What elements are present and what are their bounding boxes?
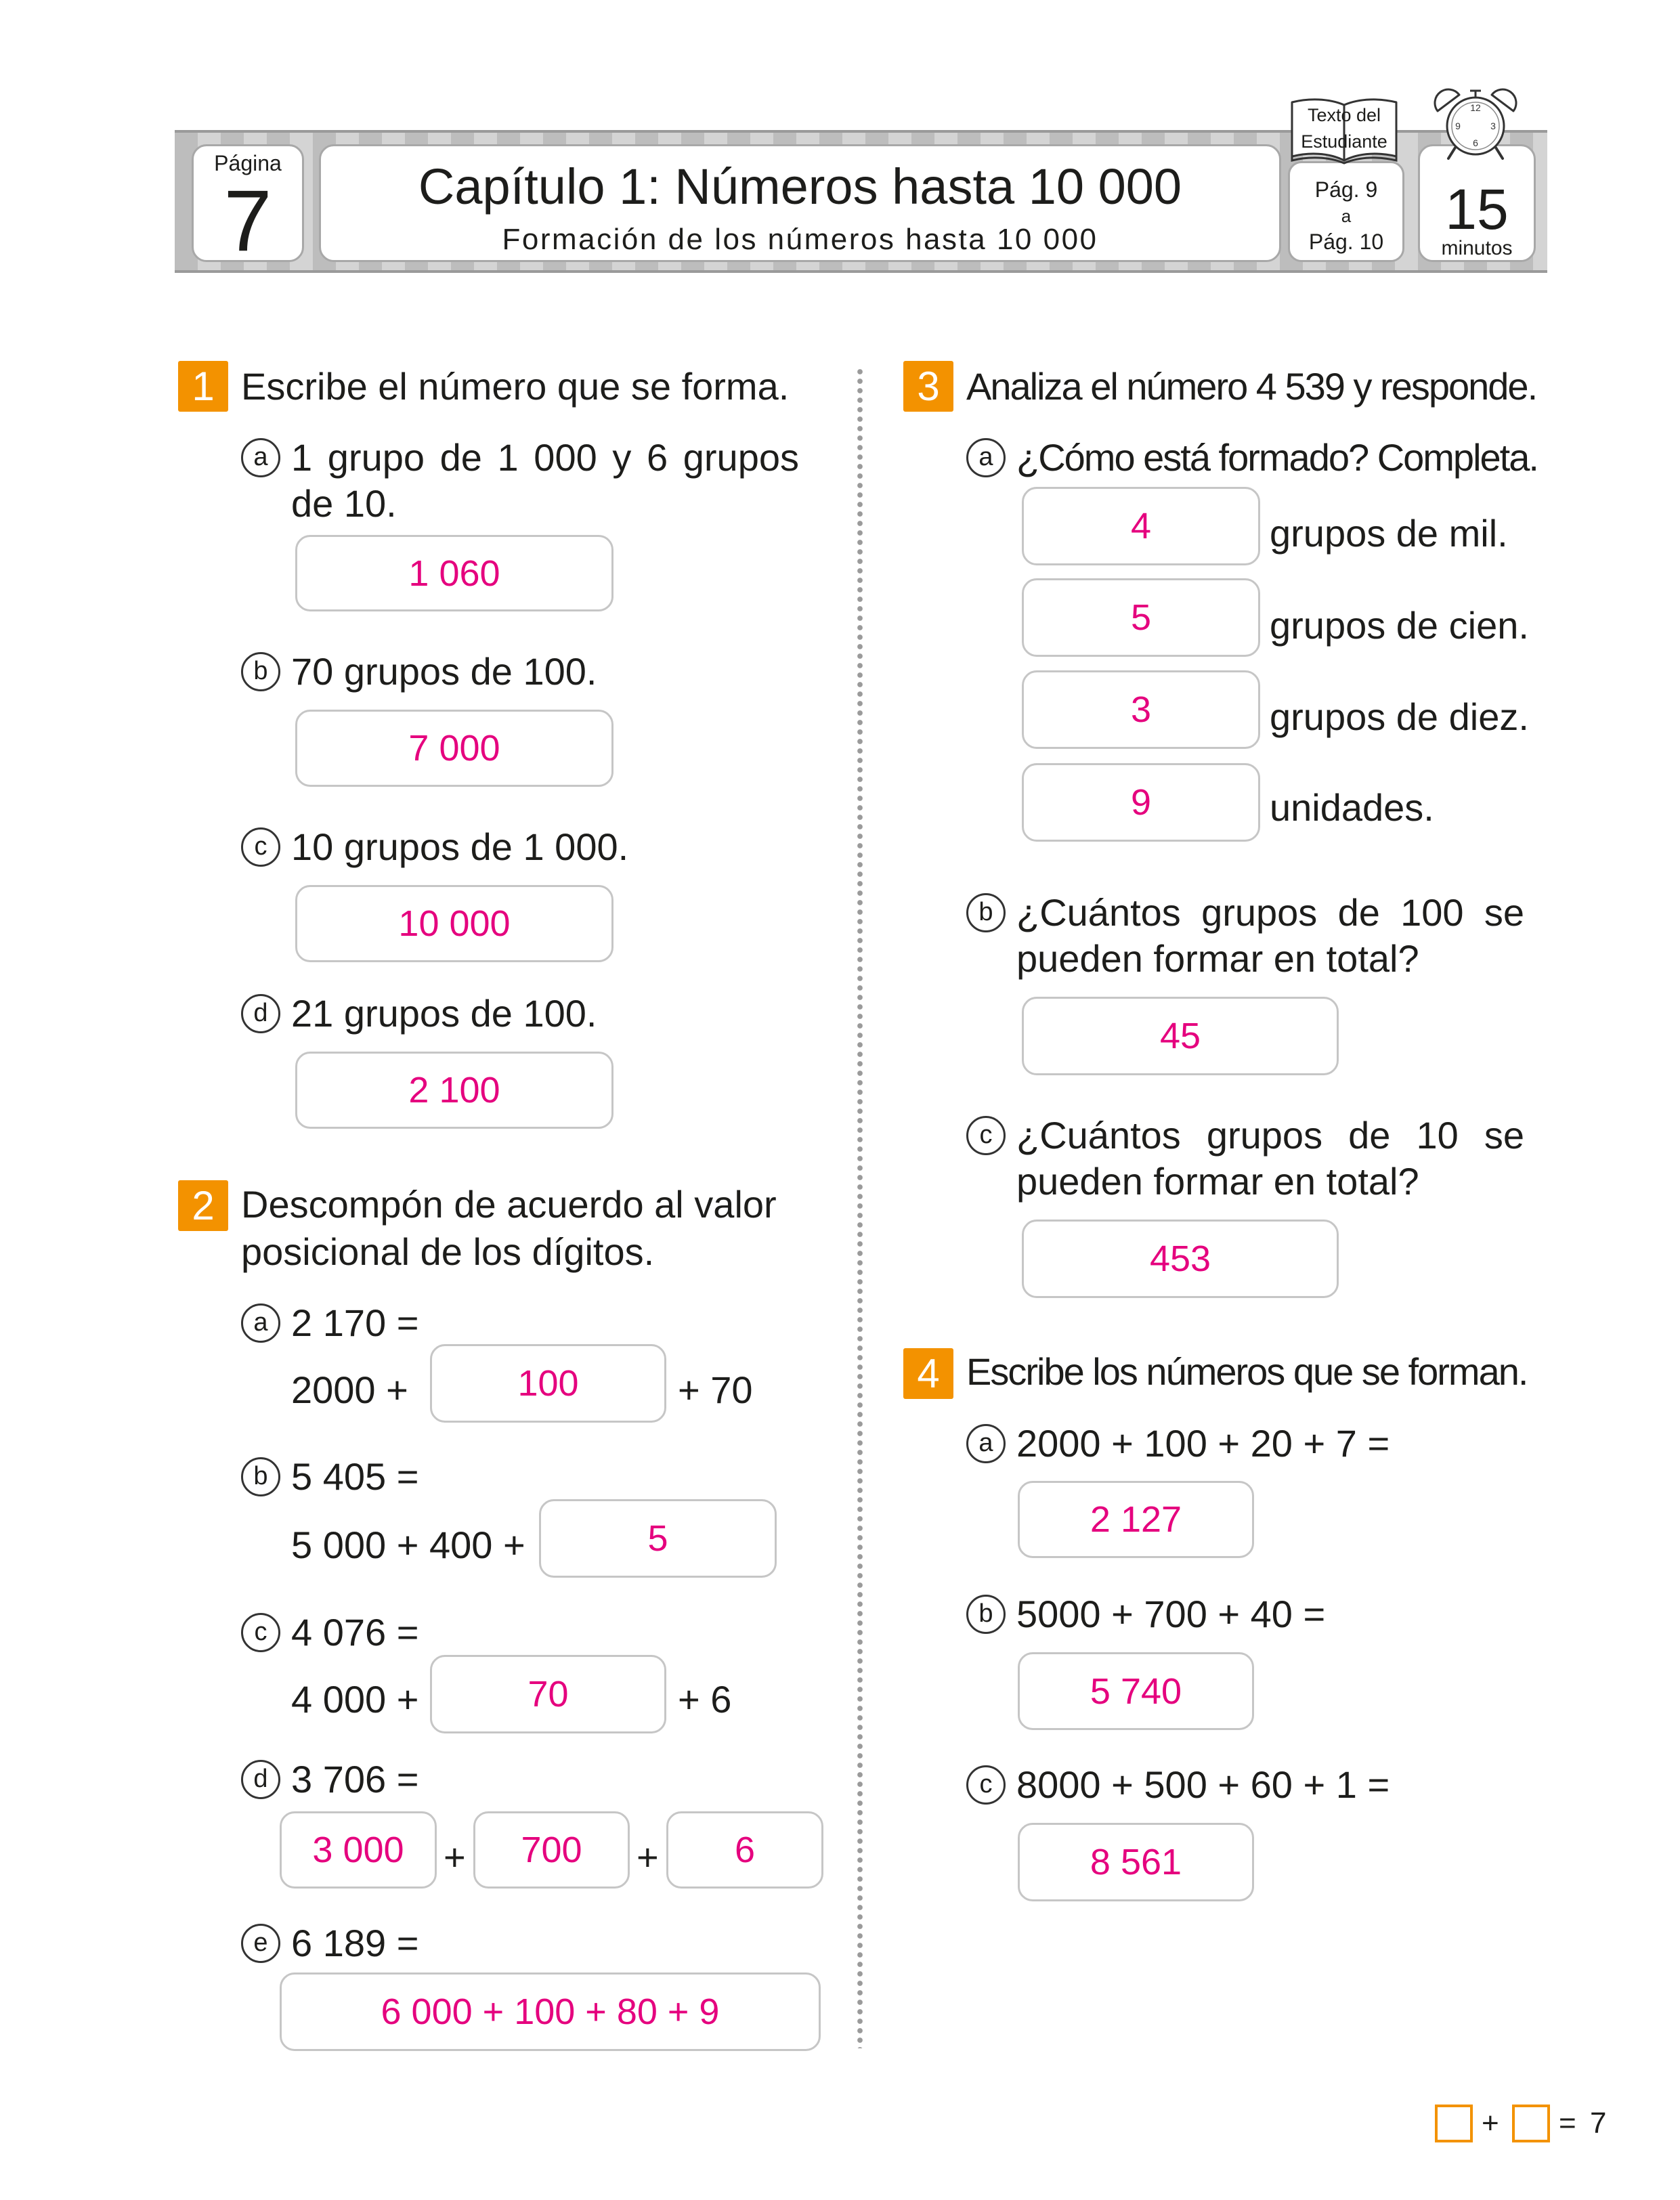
section2-item-a-prompt: 2 170 = — [291, 1301, 419, 1344]
clock-number-6: 6 — [1473, 137, 1478, 148]
section2-item-b-prompt: 5 405 = — [291, 1455, 419, 1498]
section3-item-c-answer: 453 — [1149, 1238, 1211, 1279]
section2-item-a-letter: a — [241, 1303, 280, 1343]
section1-item-c-answer: 10 000 — [398, 903, 511, 944]
section1-item-d-answer: 2 100 — [408, 1070, 500, 1110]
section2-item-e-answer-box — [280, 1972, 821, 2051]
section4-instruction: Escribe los números que se forman. — [966, 1350, 1528, 1393]
minutes-label: minutos — [1441, 237, 1513, 259]
minutes-value: 15 — [1445, 177, 1509, 241]
section1-number: 1 — [178, 361, 228, 412]
section1-item-c-letter: c — [241, 827, 280, 867]
section2-item-c-letter: c — [241, 1613, 280, 1652]
section4-item-c-answer: 8 561 — [1090, 1842, 1182, 1882]
section2-item-a-answer: 100 — [517, 1363, 579, 1404]
section2-item-d-plus-2: + — [637, 1836, 659, 1878]
section2-item-a-before: 2000 + — [291, 1368, 408, 1411]
section1-item-a-answer-box — [295, 535, 613, 611]
section1-item-b-prompt: 70 grupos de 100. — [291, 650, 597, 693]
section1-item-b-answer: 7 000 — [408, 728, 500, 769]
section3-instruction: Analiza el número 4 539 y responde. — [966, 365, 1537, 408]
section3-hundreds-box — [1022, 578, 1260, 657]
book-label-line2: Estudiante — [1301, 131, 1387, 152]
section4-item-a-letter: a — [966, 1424, 1006, 1463]
page-number-box — [192, 144, 304, 269]
section2-item-a-after: + 70 — [678, 1368, 753, 1411]
section4-item-c-letter: c — [966, 1765, 1006, 1805]
section1-item-b-letter: b — [241, 652, 280, 691]
section2-item-e-prompt: 6 189 = — [291, 1922, 419, 1964]
section4-item-c-prompt: 8000 + 500 + 60 + 1 = — [1016, 1763, 1390, 1806]
section2-instruction: Descompón de acuerdo al valor posicional de los dígitos. — [241, 1183, 777, 1273]
section1-item-d-letter: d — [241, 994, 280, 1033]
footer-page-number: 7 — [1590, 2107, 1607, 2140]
clock-number-3: 3 — [1490, 121, 1496, 131]
pages-from: Pág. 9 — [1314, 177, 1378, 202]
section2-item-d-thousands-box — [280, 1811, 437, 1889]
section2-item-c-before: 4 000 + — [291, 1678, 419, 1721]
section4-number: 4 — [903, 1348, 953, 1399]
section4-item-c-answer-box — [1018, 1823, 1254, 1901]
page-subtitle: Formación de los números hasta 10 000 — [502, 223, 1098, 256]
section3-item-c-prompt: ¿Cuántos grupos de 10 se pueden formar en total? — [1016, 1114, 1524, 1203]
title-box — [319, 144, 1281, 262]
section3-hundreds-answer: 5 — [1130, 597, 1152, 638]
section2-item-b-answer-box — [539, 1499, 777, 1578]
section2-number: 2 — [178, 1180, 228, 1231]
section4-item-b-answer: 5 740 — [1090, 1670, 1182, 1712]
clock-number-9: 9 — [1455, 121, 1461, 131]
section4-item-b-answer-box — [1018, 1652, 1254, 1730]
section1-item-a-answer: 1 060 — [408, 553, 500, 594]
pages-connector: a — [1341, 206, 1352, 226]
section4-item-b-letter: b — [966, 1595, 1006, 1634]
section2-item-c-answer-box — [430, 1655, 666, 1733]
section4-item-b-prompt: 5000 + 700 + 40 = — [1016, 1593, 1326, 1635]
section2-item-b-answer: 5 — [647, 1518, 668, 1559]
section3-item-b-letter: b — [966, 893, 1006, 932]
section2-item-c-after: + 6 — [678, 1678, 732, 1721]
section3-hundreds-label: grupos de cien. — [1270, 604, 1529, 647]
section3-item-b-prompt: ¿Cuántos grupos de 100 se pueden formar en total? — [1016, 891, 1524, 980]
section2-item-c-answer: 70 — [527, 1674, 569, 1714]
footer-plus: + — [1482, 2107, 1499, 2140]
section1-instruction: Escribe el número que se forma. — [241, 365, 790, 408]
section3-item-a-letter: a — [966, 438, 1006, 477]
section3-thousands-label: grupos de mil. — [1270, 512, 1508, 555]
section1-item-b-answer-box — [295, 710, 613, 787]
section3-thousands-box — [1022, 487, 1260, 565]
section2-item-a-answer-box — [430, 1344, 666, 1423]
section1-item-c-prompt: 10 grupos de 1 000. — [291, 825, 629, 868]
footer-equals: = — [1559, 2107, 1576, 2140]
section3-item-b-answer: 45 — [1159, 1016, 1201, 1056]
section2-item-d-letter: d — [241, 1760, 280, 1799]
book-label-line1: Texto del — [1307, 105, 1381, 125]
section3-thousands-answer: 4 — [1130, 506, 1152, 546]
clock-number-12: 12 — [1470, 102, 1481, 113]
section3-tens-label: grupos de diez. — [1270, 695, 1529, 738]
footer-square-2 — [1512, 2105, 1550, 2142]
section1-item-c-answer-box — [295, 885, 613, 962]
section1-item-a-letter: a — [241, 438, 280, 477]
section2-item-e-answer: 6 000 + 100 + 80 + 9 — [381, 1991, 720, 2032]
section4-item-a-answer: 2 127 — [1090, 1499, 1182, 1540]
section1-item-d-answer-box — [295, 1052, 613, 1129]
open-book-icon — [1288, 95, 1400, 165]
section4-item-a-prompt: 2000 + 100 + 20 + 7 = — [1016, 1422, 1390, 1465]
section2-item-c-prompt: 4 076 = — [291, 1611, 419, 1654]
page-title: Capítulo 1: Números hasta 10 000 — [418, 158, 1182, 215]
section4-item-a-answer-box — [1018, 1481, 1254, 1558]
section3-units-label: unidades. — [1270, 786, 1434, 829]
page-label: Página — [214, 151, 282, 175]
section2-item-b-letter: b — [241, 1457, 280, 1496]
section1-item-a-prompt: 1 grupo de 1 000 y 6 grupos de 10. — [291, 436, 799, 525]
page-number: 7 — [223, 173, 272, 269]
section3-tens-box — [1022, 670, 1260, 749]
footer-square-1 — [1435, 2105, 1473, 2142]
section2-item-e-letter: e — [241, 1924, 280, 1963]
section3-item-a-prompt: ¿Cómo está formado? Completa. — [1016, 436, 1538, 479]
section3-item-b-answer-box — [1022, 997, 1339, 1075]
section3-number: 3 — [903, 361, 953, 412]
column-divider — [857, 367, 863, 2048]
section2-item-d-hundreds-box — [473, 1811, 630, 1889]
section3-units-box — [1022, 763, 1260, 842]
section3-item-c-letter: c — [966, 1116, 1006, 1155]
section3-item-c-answer-box — [1022, 1220, 1339, 1298]
alarm-clock-icon — [1428, 88, 1523, 164]
section2-item-b-before: 5 000 + 400 + — [291, 1524, 525, 1566]
section2-item-d-units-box — [666, 1811, 823, 1889]
section2-item-d-answer-units: 6 — [734, 1830, 756, 1870]
section1-item-d-prompt: 21 grupos de 100. — [291, 992, 597, 1035]
pages-to: Pág. 10 — [1308, 230, 1384, 254]
section2-item-d-plus-1: + — [444, 1836, 466, 1878]
section3-tens-answer: 3 — [1130, 689, 1152, 730]
section3-units-answer: 9 — [1130, 782, 1152, 823]
section2-item-d-prompt: 3 706 = — [291, 1758, 419, 1800]
textbook-pages-box — [1288, 161, 1404, 262]
section2-item-d-answer-hundreds: 700 — [521, 1830, 582, 1870]
section2-item-d-answer-thousands: 3 000 — [312, 1830, 404, 1870]
